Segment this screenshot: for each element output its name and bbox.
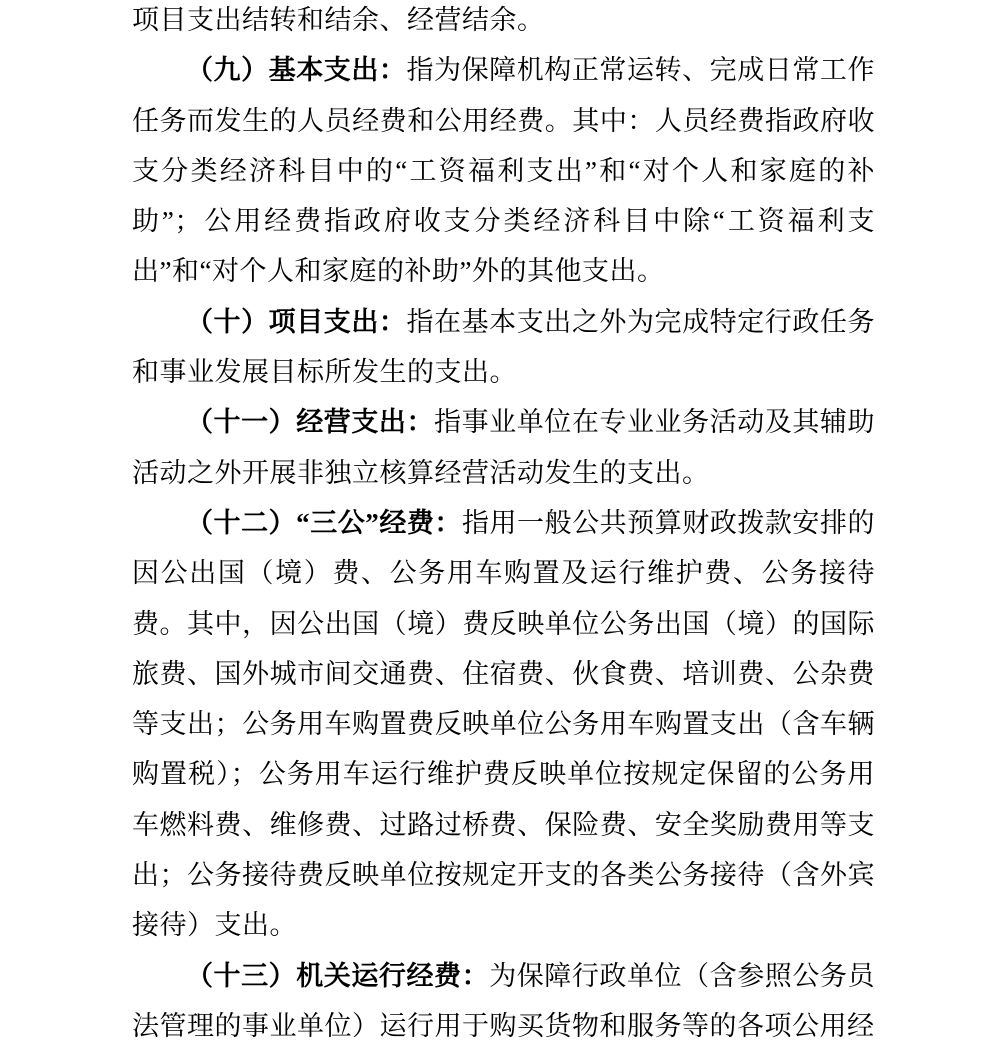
- paragraph-lead: （十二）“三公”经费：: [186, 507, 462, 538]
- paragraph-body: 为保障行政单位（含参照公务员法管理的事业单位）运行用于购买货物和服务等的各项公用经: [132, 960, 875, 1041]
- paragraph-lead: （十三）机关运行经费：: [186, 960, 490, 991]
- paragraph-body: 指在基本支出之外为完成特定行政任务和事业发展目标所发生的支出。: [132, 306, 875, 388]
- paragraph-body: 项目支出结转和结余、经营结余。: [132, 5, 545, 35]
- paragraph-item-9-basic-expenditure: [132, 45, 875, 296]
- paragraph-body: 指用一般公共预算财政拨款安排的因公出国（境）费、公务用车购置及运行维护费、公务接待费。其中，因公出国（境）费反映单位公务出国（境）的国际旅费、国外城市间交通费、住宿费、伙食费、培训费、公杂费等支出；公务用车购置费反映单位公务用车购置支出（含车辆购置税）；公务用车运行维护费反映单位按规定保留的公务用车燃料费、维修费、过路过桥费、保险费、安全奖励费用等支出；公务接待费反映单位按规定开支的各类公务接待（含外宾接待）支出。: [132, 507, 876, 941]
- paragraph-item-12-three-public-funds: [132, 498, 875, 951]
- paragraph-body: 指为保障机构正常运转、完成日常工作任务而发生的人员经费和公用经费。其中：人员经费指政府收支分类经济科目中的“工资福利支出”和“对个人和家庭的补助”；公用经费指政府收支分类经济科目中除“工资福利支出”和“对个人和家庭的补助”外的其他支出。: [132, 55, 875, 287]
- paragraph-lead: （十一）经营支出：: [186, 407, 435, 438]
- paragraph-item-13-agency-operating-funds: [132, 951, 875, 1051]
- paragraph-continuation: [132, 0, 875, 45]
- paragraph-item-10-project-expenditure: [132, 297, 875, 398]
- paragraph-body: 指事业单位在专业业务活动及其辅助活动之外开展非独立核算经营活动发生的支出。: [132, 407, 875, 488]
- paragraph-lead: （十）项目支出：: [186, 306, 407, 337]
- paragraph-item-11-operating-expenditure: [132, 397, 875, 498]
- paragraph-lead: （九）基本支出：: [186, 55, 407, 86]
